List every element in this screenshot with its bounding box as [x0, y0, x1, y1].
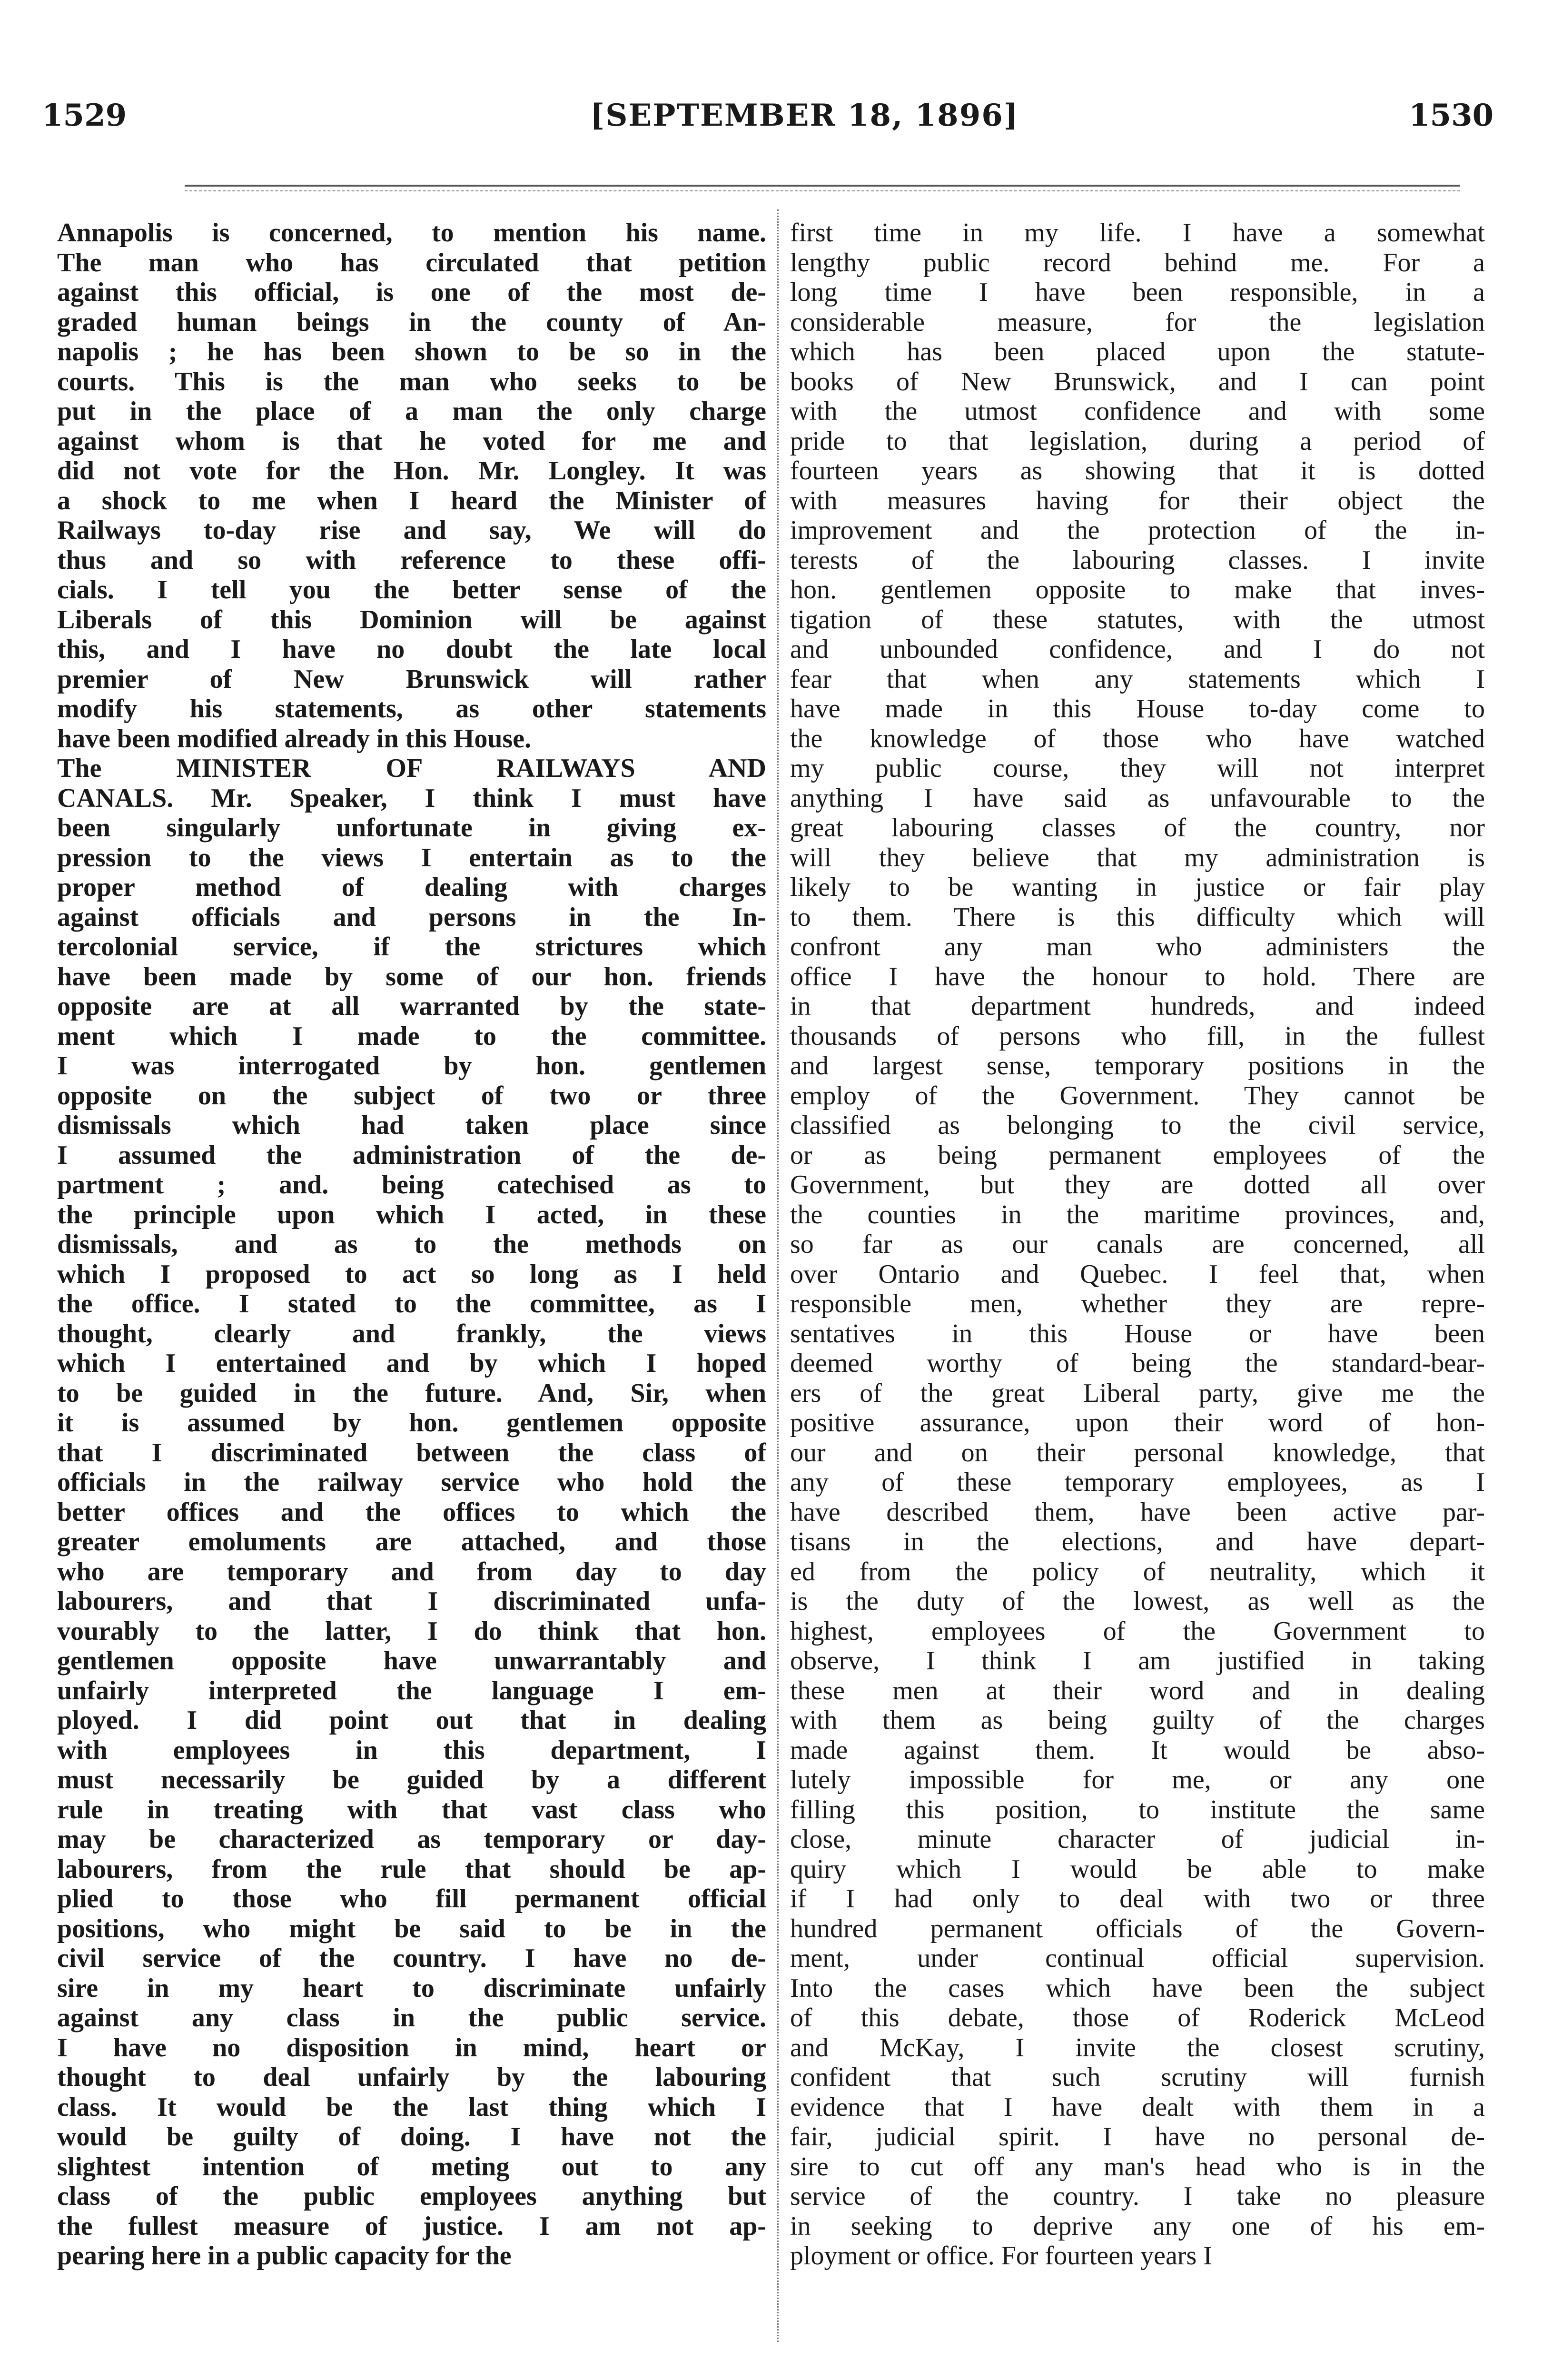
text-line: tisans in the elections, and have depart-: [790, 1527, 1485, 1557]
text-line: vourably to the latter, I do think that hon.: [57, 1616, 766, 1646]
right-text-column: [790, 218, 1485, 2271]
text-line: responsible men, whether they are repre-: [790, 1289, 1485, 1319]
text-line: have been modified already in this House.: [57, 724, 532, 754]
text-line: rule in treating with that vast class who: [57, 1795, 766, 1825]
text-line: terests of the labouring classes. I invite: [790, 545, 1485, 575]
text-line: Railways to-day rise and say, We will do: [57, 516, 766, 545]
text-line: fourteen years as showing that it is dotted: [790, 456, 1485, 486]
text-line: over Ontario and Quebec. I feel that, when: [790, 1259, 1485, 1289]
text-line: which I entertained and by which I hoped: [57, 1349, 766, 1378]
text-line: napolis ; he has been shown to be so in the: [57, 337, 766, 367]
text-line: long time I have been responsible, in a: [790, 278, 1485, 307]
text-line: and largest sense, temporary positions in the: [790, 1051, 1485, 1081]
page-date: [SEPTEMBER 18, 1896]: [590, 98, 1019, 133]
text-line: ed from the policy of neutrality, which it: [790, 1557, 1485, 1587]
text-line: proper method of dealing with charges: [57, 873, 766, 902]
text-line: tigation of these statutes, with the utmost: [790, 605, 1485, 635]
text-line: put in the place of a man the only charge: [57, 397, 766, 426]
text-line: lengthy public record behind me. For a: [790, 248, 1485, 278]
text-line: in that department hundreds, and indeed: [790, 992, 1485, 1021]
text-line: fear that when any statements which I: [790, 664, 1485, 694]
text-line: deemed worthy of being the standard-bear-: [790, 1349, 1485, 1378]
text-line: the principle upon which I acted, in these: [57, 1200, 766, 1230]
text-line: books of New Brunswick, and I can point: [790, 367, 1485, 397]
text-line: hundred permanent officials of the Govern-: [790, 1914, 1485, 1944]
text-line: is the duty of the lowest, as well as the: [790, 1587, 1485, 1616]
text-line: likely to be wanting in justice or fair play: [790, 873, 1485, 902]
text-line: ers of the great Liberal party, give me the: [790, 1378, 1485, 1408]
text-line: improvement and the protection of the in-: [790, 516, 1485, 545]
text-line: sire in my heart to discriminate unfairly: [57, 1973, 766, 2003]
text-line: which has been placed upon the statute-: [790, 337, 1485, 367]
text-line: a shock to me when I heard the Minister of: [57, 486, 766, 516]
text-line: I have no disposition in mind, heart or: [57, 2033, 766, 2063]
text-line: better offices and the offices to which the: [57, 1497, 766, 1527]
text-line: first time in my life. I have a somewhat: [790, 218, 1485, 248]
text-line: the fullest measure of justice. I am not ap-: [57, 2211, 766, 2241]
text-line: ployment or office. For fourteen years I: [790, 2241, 1212, 2271]
text-line: this, and I have no doubt the late local: [57, 635, 766, 664]
text-line: civil service of the country. I have no de-: [57, 1944, 766, 1973]
text-line: with measures having for their object the: [790, 486, 1485, 516]
text-line: opposite are at all warranted by the state-: [57, 992, 766, 1021]
text-line: courts. This is the man who seeks to be: [57, 367, 766, 397]
text-line: hon. gentlemen opposite to make that inves-: [790, 575, 1485, 605]
text-line: employ of the Government. They cannot be: [790, 1081, 1485, 1111]
text-line: to be guided in the future. And, Sir, when: [57, 1378, 766, 1408]
text-line: considerable measure, for the legislation: [790, 307, 1485, 337]
text-line: have described them, have been active par-: [790, 1497, 1485, 1527]
text-line: pride to that legislation, during a period of: [790, 426, 1485, 456]
text-line: with them as being guilty of the charges: [790, 1706, 1485, 1735]
text-line: cials. I tell you the better sense of the: [57, 575, 766, 605]
text-line: ment which I made to the committee.: [57, 1021, 766, 1051]
text-line: in seeking to deprive any one of his em-: [790, 2211, 1485, 2241]
text-line: made against them. It would be abso-: [790, 1735, 1485, 1765]
text-line: against officials and persons in the In-: [57, 902, 766, 932]
text-line: it is assumed by hon. gentlemen opposite: [57, 1408, 766, 1438]
text-line: I was interrogated by hon. gentlemen: [57, 1051, 766, 1081]
column-divider: [777, 209, 779, 2342]
text-line: highest, employees of the Government to: [790, 1616, 1485, 1646]
text-line: ployed. I did point out that in dealing: [57, 1706, 766, 1735]
text-line: Into the cases which have been the subject: [790, 1973, 1485, 2003]
text-line: class. It would be the last thing which I: [57, 2092, 766, 2122]
text-line: ment, under continual official supervision.: [790, 1944, 1485, 1973]
text-line: anything I have said as unfavourable to the: [790, 783, 1485, 813]
text-line: pression to the views I entertain as to the: [57, 843, 766, 873]
text-line: filling this position, to institute the same: [790, 1795, 1485, 1825]
text-line: service of the country. I take no pleasure: [790, 2182, 1485, 2211]
text-line: lutely impossible for me, or any one: [790, 1765, 1485, 1795]
text-line: I assumed the administration of the de-: [57, 1140, 766, 1170]
text-line: which I proposed to act so long as I held: [57, 1259, 766, 1289]
text-line: have been made by some of our hon. friends: [57, 962, 766, 992]
text-line: our and on their personal knowledge, that: [790, 1438, 1485, 1468]
text-line: or as being permanent employees of the: [790, 1140, 1485, 1170]
text-line: unfairly interpreted the language I em-: [57, 1676, 766, 1706]
text-line: against this official, is one of the most de-: [57, 278, 766, 307]
text-line: who are temporary and from day to day: [57, 1557, 766, 1587]
text-line: officials in the railway service who hold the: [57, 1468, 766, 1497]
text-line: have made in this House to-day come to: [790, 694, 1485, 724]
text-line: sire to cut off any man's head who is in the: [790, 2152, 1485, 2182]
text-line: and McKay, I invite the closest scrutiny,: [790, 2033, 1485, 2063]
text-line: would be guilty of doing. I have not the: [57, 2122, 766, 2152]
text-line: been singularly unfortunate in giving ex-: [57, 813, 766, 843]
text-line: did not vote for the Hon. Mr. Longley. It was: [57, 456, 766, 486]
text-line: must necessarily be guided by a different: [57, 1765, 766, 1795]
text-line: observe, I think I am justified in taking: [790, 1646, 1485, 1676]
text-line: CANALS. Mr. Speaker, I think I must have: [57, 783, 766, 813]
text-line: with employees in this department, I: [57, 1735, 766, 1765]
text-line: against whom is that he voted for me and: [57, 426, 766, 456]
text-line: that I discriminated between the class of: [57, 1438, 766, 1468]
header-rule-dashed: [185, 190, 1460, 191]
text-line: of this debate, those of Roderick McLeod: [790, 2003, 1485, 2033]
text-line: will they believe that my administration is: [790, 843, 1485, 873]
text-line: thought to deal unfairly by the labouring: [57, 2063, 766, 2092]
text-line: Government, but they are dotted all over: [790, 1170, 1485, 1200]
text-line: these men at their word and in dealing: [790, 1676, 1485, 1706]
text-line: Annapolis is concerned, to mention his name.: [57, 218, 766, 248]
page-number-left: 1529: [42, 98, 127, 133]
text-line: class of the public employees anything but: [57, 2182, 766, 2211]
text-line: greater emoluments are attached, and those: [57, 1527, 766, 1557]
text-line: plied to those who fill permanent official: [57, 1884, 766, 1914]
text-line: thought, clearly and frankly, the views: [57, 1319, 766, 1349]
text-line: if I had only to deal with two or three: [790, 1884, 1485, 1914]
text-line: classified as belonging to the civil service,: [790, 1111, 1485, 1140]
text-line: and unbounded confidence, and I do not: [790, 635, 1485, 664]
text-line: any of these temporary employees, as I: [790, 1468, 1485, 1497]
page-header: [0, 0, 1562, 176]
text-line: thousands of persons who fill, in the fullest: [790, 1021, 1485, 1051]
text-line: labourers, and that I discriminated unfa-: [57, 1587, 766, 1616]
text-line: so far as our canals are concerned, all: [790, 1230, 1485, 1259]
page-number-right: 1530: [1409, 98, 1494, 133]
text-line: my public course, they will not interpret: [790, 754, 1485, 783]
text-line: great labouring classes of the country, nor: [790, 813, 1485, 843]
text-line: fair, judicial spirit. I have no personal de-: [790, 2122, 1485, 2152]
text-line: confident that such scrutiny will furnish: [790, 2063, 1485, 2092]
text-line: pearing here in a public capacity for the: [57, 2241, 512, 2271]
text-line: evidence that I have dealt with them in a: [790, 2092, 1485, 2122]
text-line: close, minute character of judicial in-: [790, 1825, 1485, 1854]
text-line: positive assurance, upon their word of hon-: [790, 1408, 1485, 1438]
text-line: slightest intention of meting out to any: [57, 2152, 766, 2182]
text-line: gentlemen opposite have unwarrantably and: [57, 1646, 766, 1676]
text-line: opposite on the subject of two or three: [57, 1081, 766, 1111]
text-line: tercolonial service, if the strictures which: [57, 932, 766, 962]
text-line: graded human beings in the county of An-: [57, 307, 766, 337]
text-line: premier of New Brunswick will rather: [57, 664, 766, 694]
text-line: the office. I stated to the committee, as I: [57, 1289, 766, 1319]
text-line: against any class in the public service.: [57, 2003, 766, 2033]
text-line: the counties in the maritime provinces, and,: [790, 1200, 1485, 1230]
text-line: quiry which I would be able to make: [790, 1854, 1485, 1884]
text-line: to them. There is this difficulty which will: [790, 902, 1485, 932]
text-line: confront any man who administers the: [790, 932, 1485, 962]
text-line: modify his statements, as other statements: [57, 694, 766, 724]
text-line: office I have the honour to hold. There are: [790, 962, 1485, 992]
text-line: positions, who might be said to be in the: [57, 1914, 766, 1944]
text-line: The MINISTER OF RAILWAYS AND: [57, 754, 766, 783]
text-line: with the utmost confidence and with some: [790, 397, 1485, 426]
text-line: dismissals, and as to the methods on: [57, 1230, 766, 1259]
text-line: dismissals which had taken place since: [57, 1111, 766, 1140]
text-line: Liberals of this Dominion will be against: [57, 605, 766, 635]
text-line: the knowledge of those who have watched: [790, 724, 1485, 754]
text-line: thus and so with reference to these offi-: [57, 545, 766, 575]
left-text-column: [57, 218, 766, 2271]
header-rule: [185, 185, 1460, 187]
text-line: The man who has circulated that petition: [57, 248, 766, 278]
text-line: may be characterized as temporary or day-: [57, 1825, 766, 1854]
text-line: sentatives in this House or have been: [790, 1319, 1485, 1349]
text-line: labourers, from the rule that should be ap-: [57, 1854, 766, 1884]
text-line: partment ; and. being catechised as to: [57, 1170, 766, 1200]
